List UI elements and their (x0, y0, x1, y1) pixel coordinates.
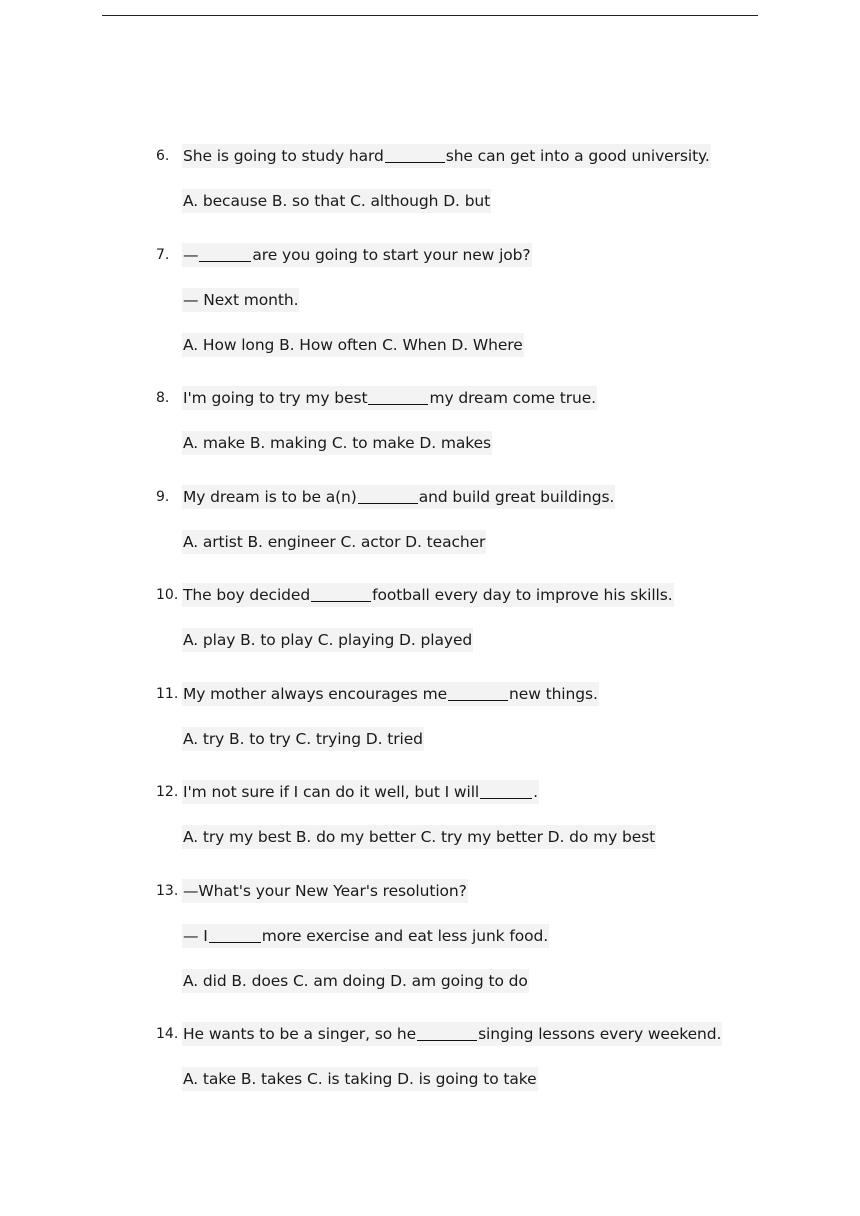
question-number: 13. (156, 883, 179, 899)
answer-blank[interactable] (448, 684, 508, 701)
question-number: 14. (156, 1026, 179, 1042)
answer-options: A. How long B. How often C. When D. Where (182, 333, 524, 357)
question-number: 10. (156, 587, 179, 603)
question-stem: — are you going to start your new job? (182, 243, 532, 267)
question-stem: The boy decided football every day to improve his skills. (182, 583, 674, 607)
answer-blank[interactable] (199, 245, 251, 262)
question-number: 6. (156, 148, 170, 164)
question-10 (156, 583, 756, 652)
question-14 (156, 1022, 756, 1091)
question-6 (156, 144, 756, 213)
question-number: 9. (156, 489, 170, 505)
question-11 (156, 682, 756, 751)
question-stem: I'm not sure if I can do it well, but I will . (182, 780, 539, 804)
header-rule (102, 15, 758, 16)
question-stem: He wants to be a singer, so he singing lessons every weekend. (182, 1022, 722, 1046)
question-number: 12. (156, 784, 179, 800)
question-number: 7. (156, 247, 170, 263)
answer-options: A. did B. does C. am doing D. am going to do (182, 969, 529, 993)
question-stem: My dream is to be a(n) and build great buildings. (182, 485, 615, 509)
answer-blank[interactable] (311, 585, 371, 602)
answer-blank[interactable] (368, 388, 428, 405)
question-9 (156, 485, 756, 554)
question-stem: My mother always encourages me new things. (182, 682, 599, 706)
question-12 (156, 780, 756, 849)
question-number: 8. (156, 390, 170, 406)
answer-blank[interactable] (480, 782, 532, 799)
answer-options: A. because B. so that C. although D. but (182, 189, 491, 213)
question-stem: She is going to study hard she can get into a good university. (182, 144, 711, 168)
question-7 (156, 243, 756, 357)
question-stem: I'm going to try my best my dream come true. (182, 386, 597, 410)
answer-options: A. artist B. engineer C. actor D. teacher (182, 530, 486, 554)
question-13 (156, 879, 756, 993)
answer-options: A. try B. to try C. trying D. tried (182, 727, 424, 751)
answer-options: A. make B. making C. to make D. makes (182, 431, 492, 455)
dialogue-reply: — Next month. (182, 288, 299, 312)
answer-blank[interactable] (385, 146, 445, 163)
question-stem: — I more exercise and eat less junk food. (182, 924, 549, 948)
answer-blank[interactable] (358, 487, 418, 504)
answer-options: A. try my best B. do my better C. try my better D. do my best (182, 825, 656, 849)
question-8 (156, 386, 756, 455)
answer-options: A. play B. to play C. playing D. played (182, 628, 473, 652)
answer-blank[interactable] (209, 926, 261, 943)
dialogue-question: —What's your New Year's resolution? (182, 879, 468, 903)
question-number: 11. (156, 686, 179, 702)
answer-blank[interactable] (417, 1024, 477, 1041)
answer-options: A. take B. takes C. is taking D. is going to take (182, 1067, 538, 1091)
